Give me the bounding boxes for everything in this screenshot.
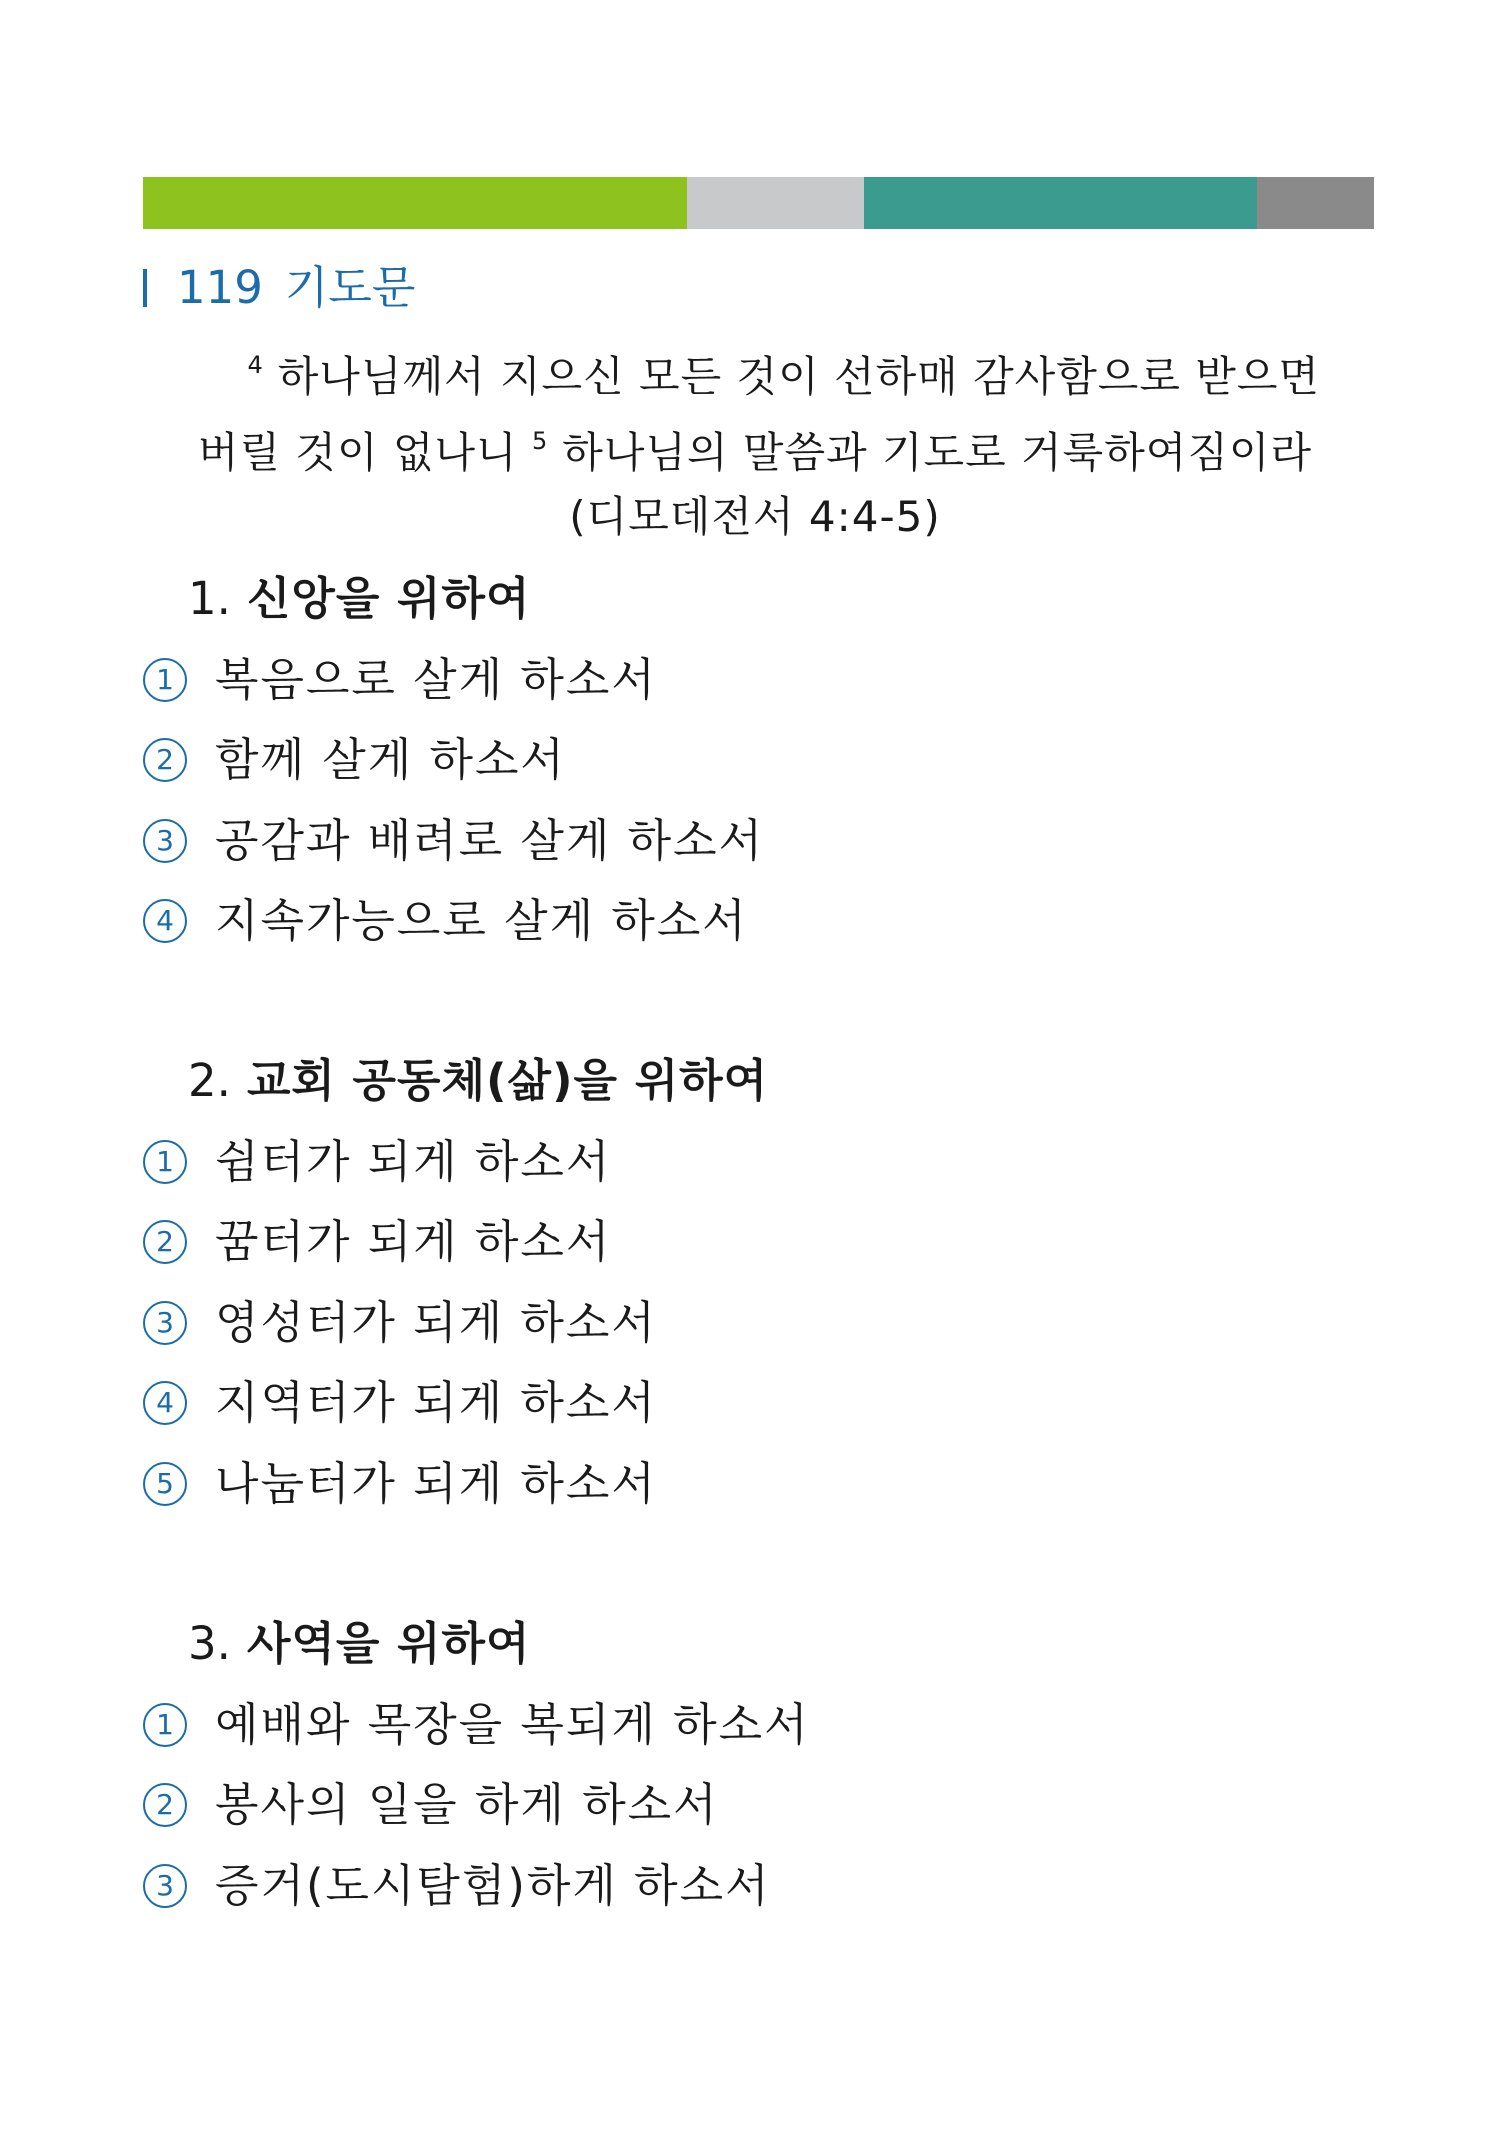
verse-reference: (디모데전서 4:4-5) — [569, 492, 941, 541]
color-bar-teal — [864, 177, 1257, 229]
section-number: 3. — [188, 1617, 231, 1670]
circled-number-marker: 4 — [143, 1381, 187, 1425]
list-item-text: 봉사의 일을 하게 하소서 — [215, 1778, 719, 1831]
page-heading — [143, 258, 415, 318]
list-item — [143, 645, 657, 715]
list-item — [143, 1851, 771, 1921]
section-title-text: 교회 공동체(삶)을 위하여 — [246, 1054, 769, 1107]
section-title-1 — [188, 564, 530, 634]
page-number: 119 — [177, 261, 263, 314]
circled-number-marker: 3 — [143, 1864, 187, 1908]
verse-text-2b: 하나님의 말씀과 기도로 거룩하여짐이라 — [562, 428, 1313, 477]
section-title-3 — [188, 1609, 530, 1679]
list-item — [143, 1288, 657, 1358]
list-item — [143, 1127, 611, 1197]
color-bar-light-gray — [687, 177, 864, 229]
verse-line-2 — [190, 403, 1320, 491]
section-number: 1. — [188, 572, 231, 625]
section-title-text: 신앙을 위하여 — [246, 572, 531, 625]
list-item-text: 공감과 배려로 살게 하소서 — [215, 813, 765, 867]
circled-number-marker: 2 — [143, 1220, 187, 1264]
circled-number-marker: 3 — [143, 1301, 187, 1345]
list-item — [143, 1690, 810, 1760]
header-color-bar — [143, 177, 1374, 229]
list-item-text: 증거(도시탐험)하게 하소서 — [215, 1858, 771, 1912]
list-item-text: 함께 살게 하소서 — [215, 733, 566, 786]
section-title-2 — [188, 1046, 768, 1116]
list-item — [143, 1207, 611, 1277]
color-bar-dark-gray — [1257, 177, 1374, 229]
circled-number-marker: 1 — [143, 658, 187, 702]
list-item — [143, 1449, 657, 1519]
circled-number-marker: 2 — [143, 738, 187, 782]
verse-number-4: 4 — [247, 351, 264, 379]
list-item-text: 예배와 목장을 복되게 하소서 — [215, 1697, 810, 1751]
color-bar-green — [143, 177, 687, 229]
circled-number-marker: 4 — [143, 899, 187, 943]
circled-number-marker: 2 — [143, 1783, 187, 1827]
list-item — [143, 725, 566, 795]
list-item-text: 복음으로 살게 하소서 — [215, 652, 657, 706]
list-item-text: 영성터가 되게 하소서 — [215, 1295, 657, 1349]
circled-number-marker: 5 — [143, 1462, 187, 1506]
verse-text-1: 하나님께서 지으신 모든 것이 선하매 감사함으로 받으면 — [277, 352, 1320, 401]
heading-divider — [143, 269, 147, 307]
section-number: 2. — [188, 1054, 231, 1107]
verse-text-2a: 버릴 것이 없나니 — [197, 428, 518, 477]
list-item-text: 꿈터가 되게 하소서 — [215, 1215, 612, 1268]
section-title-text: 사역을 위하여 — [246, 1617, 531, 1670]
list-item-text: 나눔터가 되게 하소서 — [215, 1456, 657, 1510]
list-item — [143, 1770, 719, 1840]
list-item — [143, 886, 748, 956]
list-item — [143, 806, 764, 876]
page-title: 기도문 — [284, 261, 416, 314]
verse-line-1 — [190, 327, 1320, 415]
list-item-text: 쉼터가 되게 하소서 — [215, 1134, 612, 1188]
list-item-text: 지역터가 되게 하소서 — [215, 1376, 657, 1429]
circled-number-marker: 1 — [143, 1140, 187, 1184]
circled-number-marker: 3 — [143, 819, 187, 863]
list-item — [143, 1368, 657, 1438]
circled-number-marker: 1 — [143, 1703, 187, 1747]
list-item-text: 지속가능으로 살게 하소서 — [215, 894, 748, 947]
verse-number-5: 5 — [532, 427, 549, 455]
